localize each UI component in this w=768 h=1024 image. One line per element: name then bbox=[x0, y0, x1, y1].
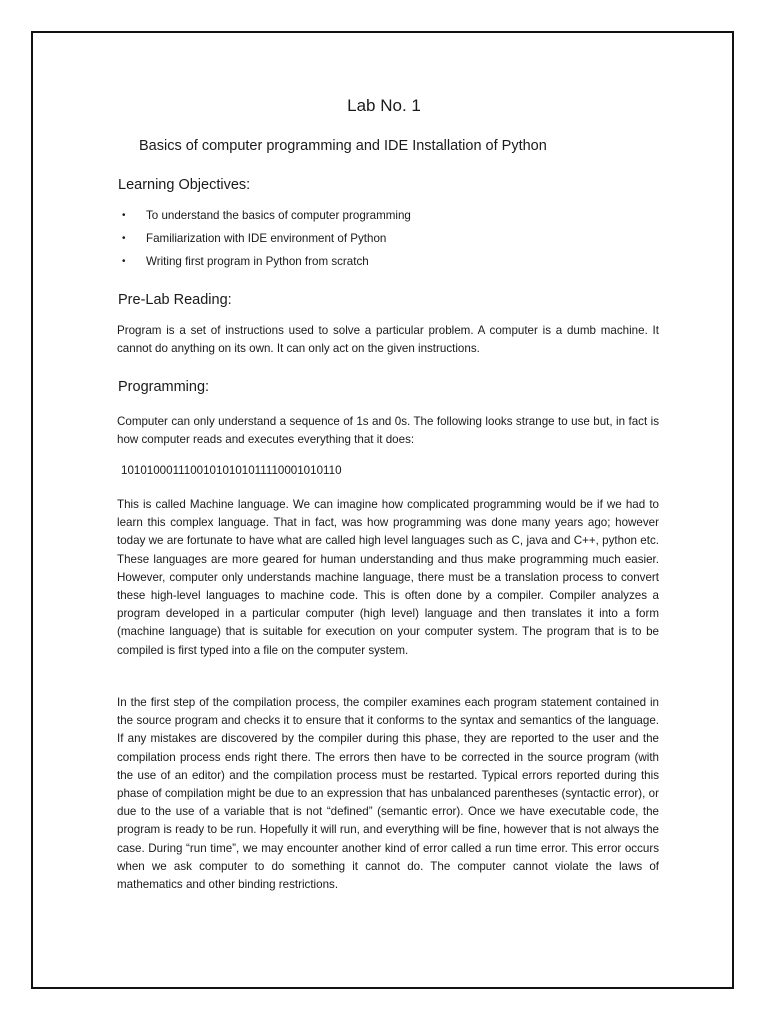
objective-text: Familiarization with IDE environment of Python bbox=[146, 232, 387, 245]
lab-title: Lab No. 1 bbox=[347, 96, 421, 115]
objective-text: Writing first program in Python from scratch bbox=[146, 255, 369, 268]
programming-intro-paragraph: Computer can only understand a sequence of 1s and 0s. The following looks strange to use but, in fact is how computer reads and executes everything that it does: bbox=[117, 415, 659, 447]
pre-lab-heading: Pre-Lab Reading: bbox=[118, 292, 232, 308]
bullet-icon: • bbox=[122, 256, 126, 267]
lab-subtitle: Basics of computer programming and IDE Installation of Python bbox=[139, 138, 547, 154]
programming-heading: Programming: bbox=[118, 379, 210, 395]
objective-text: To understand the basics of computer programming bbox=[146, 209, 411, 222]
bullet-icon: • bbox=[122, 233, 126, 244]
pre-lab-paragraph: Program is a set of instructions used to solve a particular problem. A computer is a dumb machine. It cannot do anything on its own. It can only act on the given instructions. bbox=[117, 324, 659, 356]
list-item bbox=[122, 230, 411, 253]
objectives-list bbox=[122, 207, 411, 276]
compilation-paragraph: In the first step of the compilation process, the compiler examines each program statement contained in the source program and checks it to ensure that it conforms to the syntax and semantics of the language. If any mistakes are discovered by the compiler during this phase, they are reported to the user and the compilation process ends right there. The errors then have to be corrected in the source program (with the use of an editor) and the compilation process must be restarted. Typical errors reported during this phase of compilation might be due to an expression that has unbalanced parentheses (syntactic error), or due to the use of a variable that is not “defined” (semantic error). Once we have executable code, the program is ready to be run. Hopefully it will run, and everything will be fine, however that is not always the case. During “run time”, we may encounter another kind of error called a run time error. This error occurs when we ask computer to do something it cannot do. The computer cannot violate the laws of mathematics and other binding restrictions. bbox=[117, 696, 659, 892]
binary-sequence: 10101000111001010101011110001010110 bbox=[121, 464, 342, 477]
list-item bbox=[122, 207, 411, 230]
bullet-icon: • bbox=[122, 210, 126, 221]
machine-language-paragraph: This is called Machine language. We can imagine how complicated programming would be if we had to learn this complex language. That in fact, was how programming was done many years ago; however today we are fortunate to have what are called high level languages such as C, java and C++, python etc. These languages are more geared for human understanding and thus make programming much easier. However, computer only understands machine language, there must be a translation process to convert these high-level languages to machine code. This is often done by a compiler. Compiler analyzes a program developed in a particular computer (high level) language and then translates it into a form (machine language) that is suitable for execution on your computer system. The program that is to be compiled is first typed into a file on the computer system. bbox=[117, 498, 659, 657]
learning-objectives-heading: Learning Objectives: bbox=[118, 177, 251, 193]
list-item bbox=[122, 253, 411, 276]
